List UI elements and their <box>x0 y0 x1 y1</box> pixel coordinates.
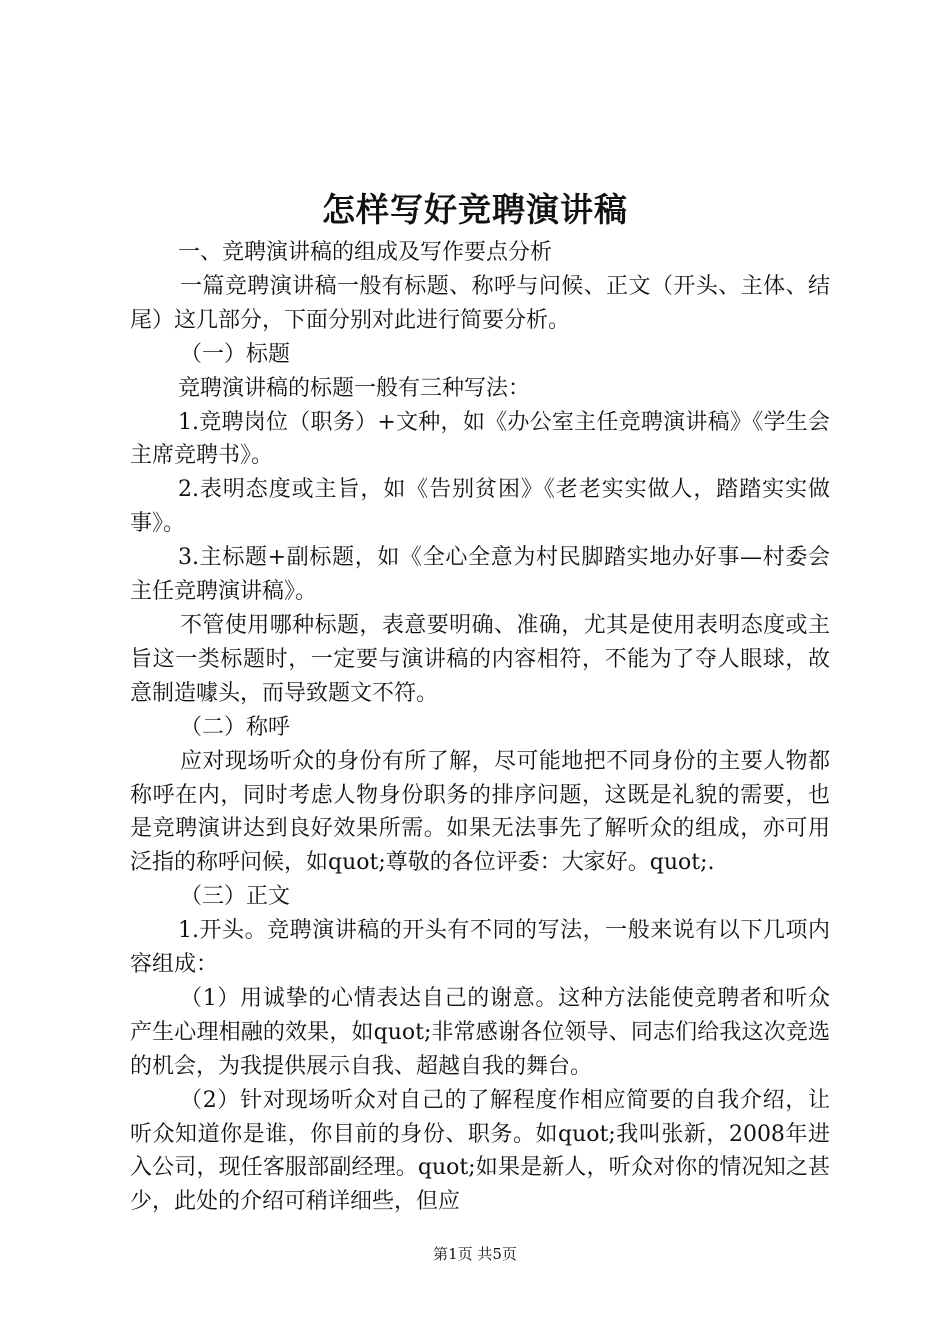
list-item: 1.竞聘岗位（职务）+文种，如《办公室主任竞聘演讲稿》《学生会主席竞聘书》。 <box>130 409 830 469</box>
page-number: 第1页 共5页 <box>433 1245 517 1263</box>
paragraph: 一篇竞聘演讲稿一般有标题、称呼与问候、正文（开头、主体、结尾）这几部分，下面分别对此进行简要分析。 <box>130 273 830 333</box>
subsection-heading: （二）称呼 <box>180 714 291 740</box>
paragraph: 竞聘演讲稿的标题一般有三种写法： <box>178 375 531 401</box>
list-item: （1）用诚挚的心情表达自己的谢意。这种方法能使竞聘者和听众产生心理相融的效果，如quot;非常感谢各位领导、同志们给我这次竞选的机会，为我提供展示自我、超越自我的舞台。 <box>130 985 830 1079</box>
paragraph: 1.开头。竞聘演讲稿的开头有不同的写法，一般来说有以下几项内容组成： <box>130 918 830 978</box>
subsection-heading: （一）标题 <box>180 341 291 367</box>
list-item: 2.表明态度或主旨，如《告别贫困》《老老实实做人，踏踏实实做事》。 <box>130 477 830 537</box>
section-heading: 一、竞聘演讲稿的组成及写作要点分析 <box>178 240 553 265</box>
document-body <box>130 236 830 1219</box>
subsection-heading: （三）正文 <box>180 884 291 910</box>
paragraph: 应对现场听众的身份有所了解，尽可能地把不同身份的主要人物都称呼在内，同时考虑人物身份职务的排序问题，这既是礼貌的需要，也是竞聘演讲达到良好效果所需。如果无法事先了解听众的组成，亦可用泛指的称呼问候，如quot;尊敬的各位评委：大家好。quot;. <box>130 748 830 876</box>
document-title: 怎样写好竞聘演讲稿 <box>322 190 628 229</box>
list-item: 3.主标题+副标题，如《全心全意为村民脚踏实地办好事—村委会主任竞聘演讲稿》。 <box>130 545 830 605</box>
paragraph: 不管使用哪种标题，表意要明确、准确，尤其是使用表明态度或主旨这一类标题时，一定要与演讲稿的内容相符，不能为了夺人眼球，故意制造噱头，而导致题文不符。 <box>130 612 830 706</box>
list-item: （2）针对现场听众对自己的了解程度作相应简要的自我介绍，让听众知道你是谁，你目前的身份、职务。如quot;我叫张新，2008年进入公司，现任客服部副经理。quot;如果是新人，听众对你的情况知之甚少，此处的介绍可稍详细些，但应 <box>130 1087 830 1215</box>
